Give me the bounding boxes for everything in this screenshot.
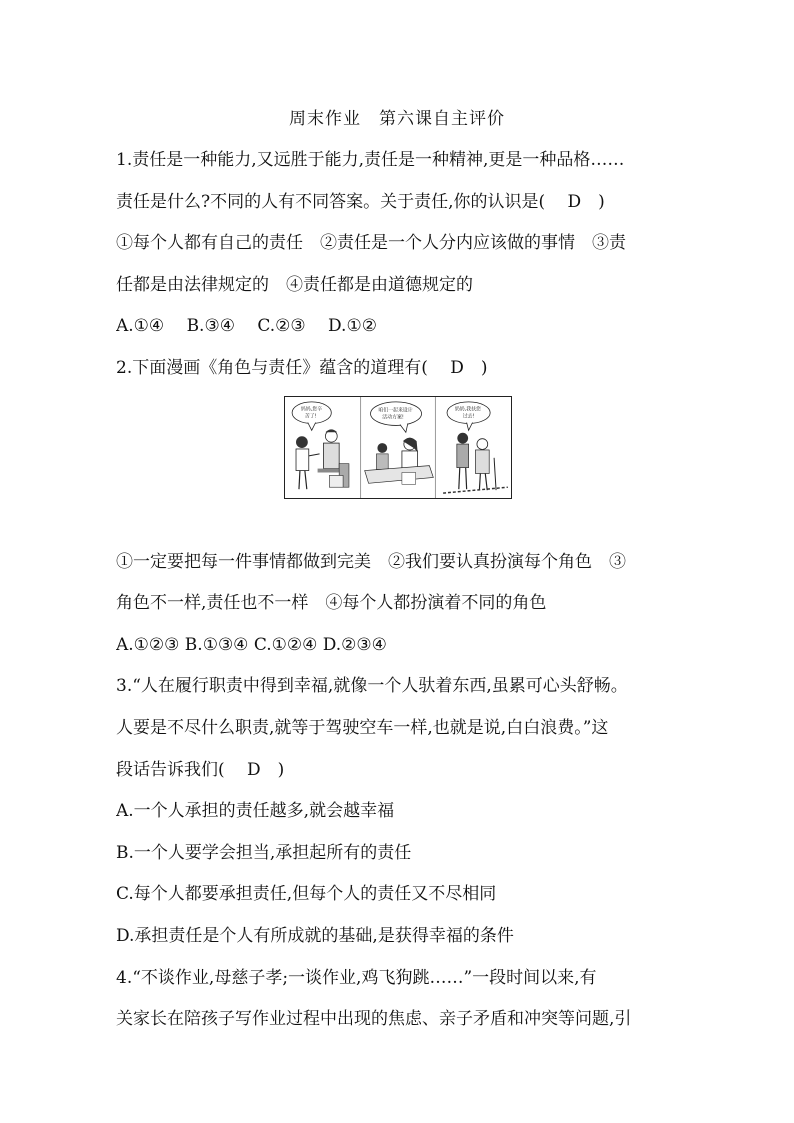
mother-body <box>323 443 339 468</box>
cartoon-role-and-responsibility <box>284 396 512 499</box>
bubble-2-text-b: 活动方案! <box>382 414 404 421</box>
question-3-stem: 3.“人在履行职责中得到幸福,就像一个人驮着东西,虽累可心头舒畅。 <box>116 676 628 697</box>
question-1-line: 1.责任是一种能力,又远胜于能力,责任是一种精神,更是一种品格…… <box>116 150 625 170</box>
bubble-tail <box>400 423 408 432</box>
desk <box>365 465 434 483</box>
question-2-statements: 角色不一样,责任也不一样 ④每个人都扮演着不同的角色 <box>116 593 547 614</box>
walking-cane <box>494 457 496 489</box>
child-body <box>296 449 309 471</box>
question-1-options: A.①④ B.③④ C.②③ D.①② <box>116 316 377 337</box>
bubble-tail <box>308 422 316 430</box>
question-1-statements: ①每个人都有自己的责任 ②责任是一个人分内应该做的事情 ③责 <box>116 233 626 254</box>
question-1-statements: 任都是由法律规定的 ④责任都是由道德规定的 <box>116 274 473 295</box>
question-2-options: A.①②③ B.①③④ C.①②④ D.②③④ <box>116 634 387 655</box>
student-head <box>377 443 387 453</box>
cartoon-illustration <box>285 397 511 498</box>
question-3-option-a: A.一个人承担的责任越多,就会越幸福 <box>116 801 395 822</box>
question-2-statements: ①一定要把每一件事情都做到完美 ②我们要认真扮演每个角色 ③ <box>116 551 626 572</box>
bubble-1-text-a: 妈妈,您辛 <box>300 406 323 413</box>
child-head <box>296 436 308 448</box>
bubble-tail <box>467 422 473 430</box>
question-3-option-b: B.一个人要学会担当,承担起所有的责任 <box>116 842 412 863</box>
girl-head <box>457 432 468 443</box>
cartoon-figure-area <box>116 390 690 542</box>
crosswalk <box>443 487 508 493</box>
bubble-2-text-a: 咱们一起来设计 <box>378 407 413 414</box>
bubble-3-text-b: 过去! <box>462 413 475 420</box>
question-content <box>116 140 690 1041</box>
grandmother-head <box>477 438 488 449</box>
question-3-option-d: D.承担责任是个人有所成就的基础,是获得幸福的条件 <box>116 925 514 946</box>
bubble-1-text-b: 苦了! <box>304 413 317 420</box>
question-4-stem: 关家长在陪孩子写作业过程中出现的焦虑、亲子矛盾和冲突等问题,引 <box>116 1009 632 1030</box>
grandmother-body <box>475 450 489 474</box>
question-3-option-c: C.每个人都要承担责任,但每个人的责任又不尽相同 <box>116 884 497 905</box>
question-2-stem: 2.下面漫画《角色与责任》蕴含的道理有( D ) <box>116 357 488 378</box>
page-title: 周末作业 第六课自主评价 <box>289 109 505 129</box>
bubble-3-text-a: 奶奶,我扶您 <box>454 406 481 413</box>
question-3-stem: 人要是不尽什么职责,就等于驾驶空车一样,也就是说,白白浪费。”这 <box>116 717 609 738</box>
question-3-stem: 段话告诉我们( D ) <box>116 759 285 780</box>
question-1-line: 责任是什么?不同的人有不同答案。关于责任,你的认识是( D ) <box>116 191 605 212</box>
question-4-stem: 4.“不谈作业,母慈子孝;一谈作业,鸡飞狗跳……”一段时间以来,有 <box>116 967 597 988</box>
girl-body <box>457 444 469 468</box>
